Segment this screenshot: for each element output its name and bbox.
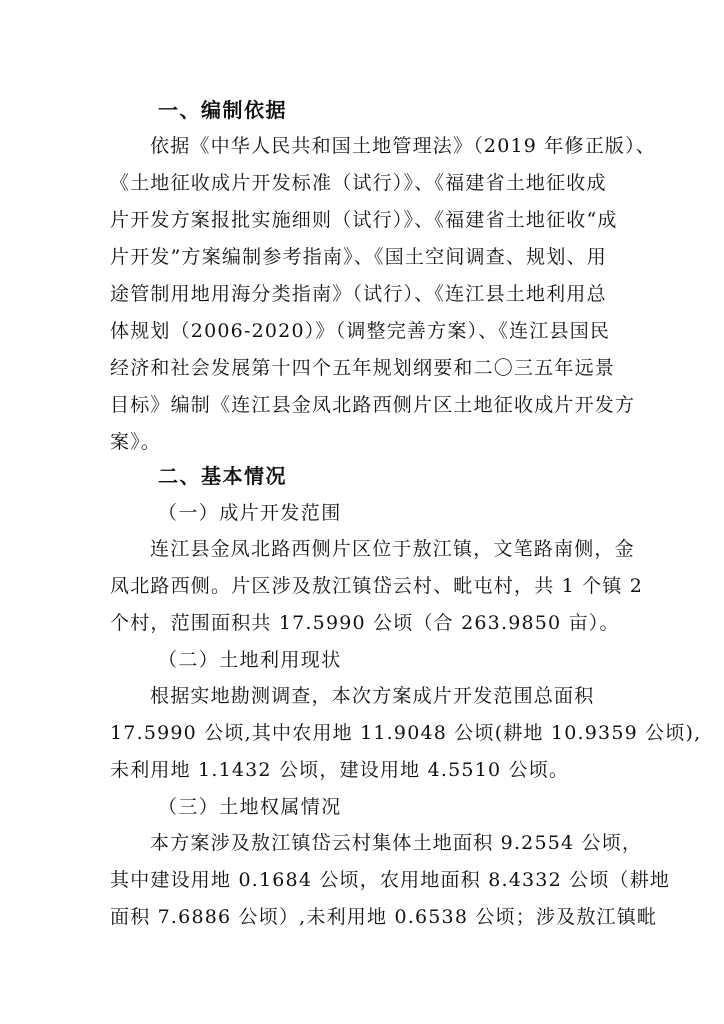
section-heading-basic-info: 二、基本情况 [158,464,287,488]
paragraph-line: 案》。 [110,431,162,453]
subsection-heading-land-use: （二）土地利用现状 [158,649,342,671]
paragraph-line: 经济和社会发展第十四个五年规划纲要和二〇三五年远景 [110,357,616,379]
paragraph-line: 目标》编制《连江县金凤北路西侧片区土地征收成片开发方 [110,394,636,416]
section-heading-basis: 一、编制依据 [158,98,287,122]
paragraph-line: 《土地征收成片开发标准（试行）》、《福建省土地征收成 [110,172,607,194]
subsection-heading-scope: （一）成片开发范围 [158,502,342,524]
paragraph-line: 依据《中华人民共和国土地管理法》（2019 年修正版）、 [150,135,656,157]
paragraph-line: 途管制用地用海分类指南》（试行）、《连江县土地利用总 [110,283,607,305]
paragraph-line: 个村，范围面积共 17.5990 公顷（合 263.9850 亩）。 [110,612,620,634]
paragraph-line: 本方案涉及敖江镇岱云村集体土地面积 9.2554 公顷， [150,832,643,854]
paragraph-line: 根据实地勘测调查，本次方案成片开发范围总面积 [150,685,595,707]
paragraph-line: 体规划（2006-2020）》（调整完善方案）、《连江县国民 [110,320,611,342]
paragraph-line: 其中建设用地 0.1684 公顷，农用地面积 8.4332 公顷（耕地 [110,869,671,891]
paragraph-line: 片开发方案报批实施细则（试行）》、《福建省土地征收“成 [110,209,618,231]
paragraph-line: 未利用地 1.1432 公顷，建设用地 4.5510 公顷。 [110,759,570,781]
paragraph-line: 片开发”方案编制参考指南》、《国土空间调查、规划、用 [110,246,607,268]
subsection-heading-ownership: （三）土地权属情况 [158,796,342,818]
paragraph-line: 17.5990 公顷,其中农用地 11.9048 公顷(耕地 10.9359 公顷), [110,722,702,744]
paragraph-line: 凤北路西侧。片区涉及敖江镇岱云村、毗屯村，共 1 个镇 2 [110,575,644,597]
paragraph-line: 面积 7.6886 公顷）,未利用地 0.6538 公顷；涉及敖江镇毗 [110,906,658,928]
paragraph-line: 连江县金凤北路西侧片区位于敖江镇，文笔路南侧，金 [150,538,635,560]
